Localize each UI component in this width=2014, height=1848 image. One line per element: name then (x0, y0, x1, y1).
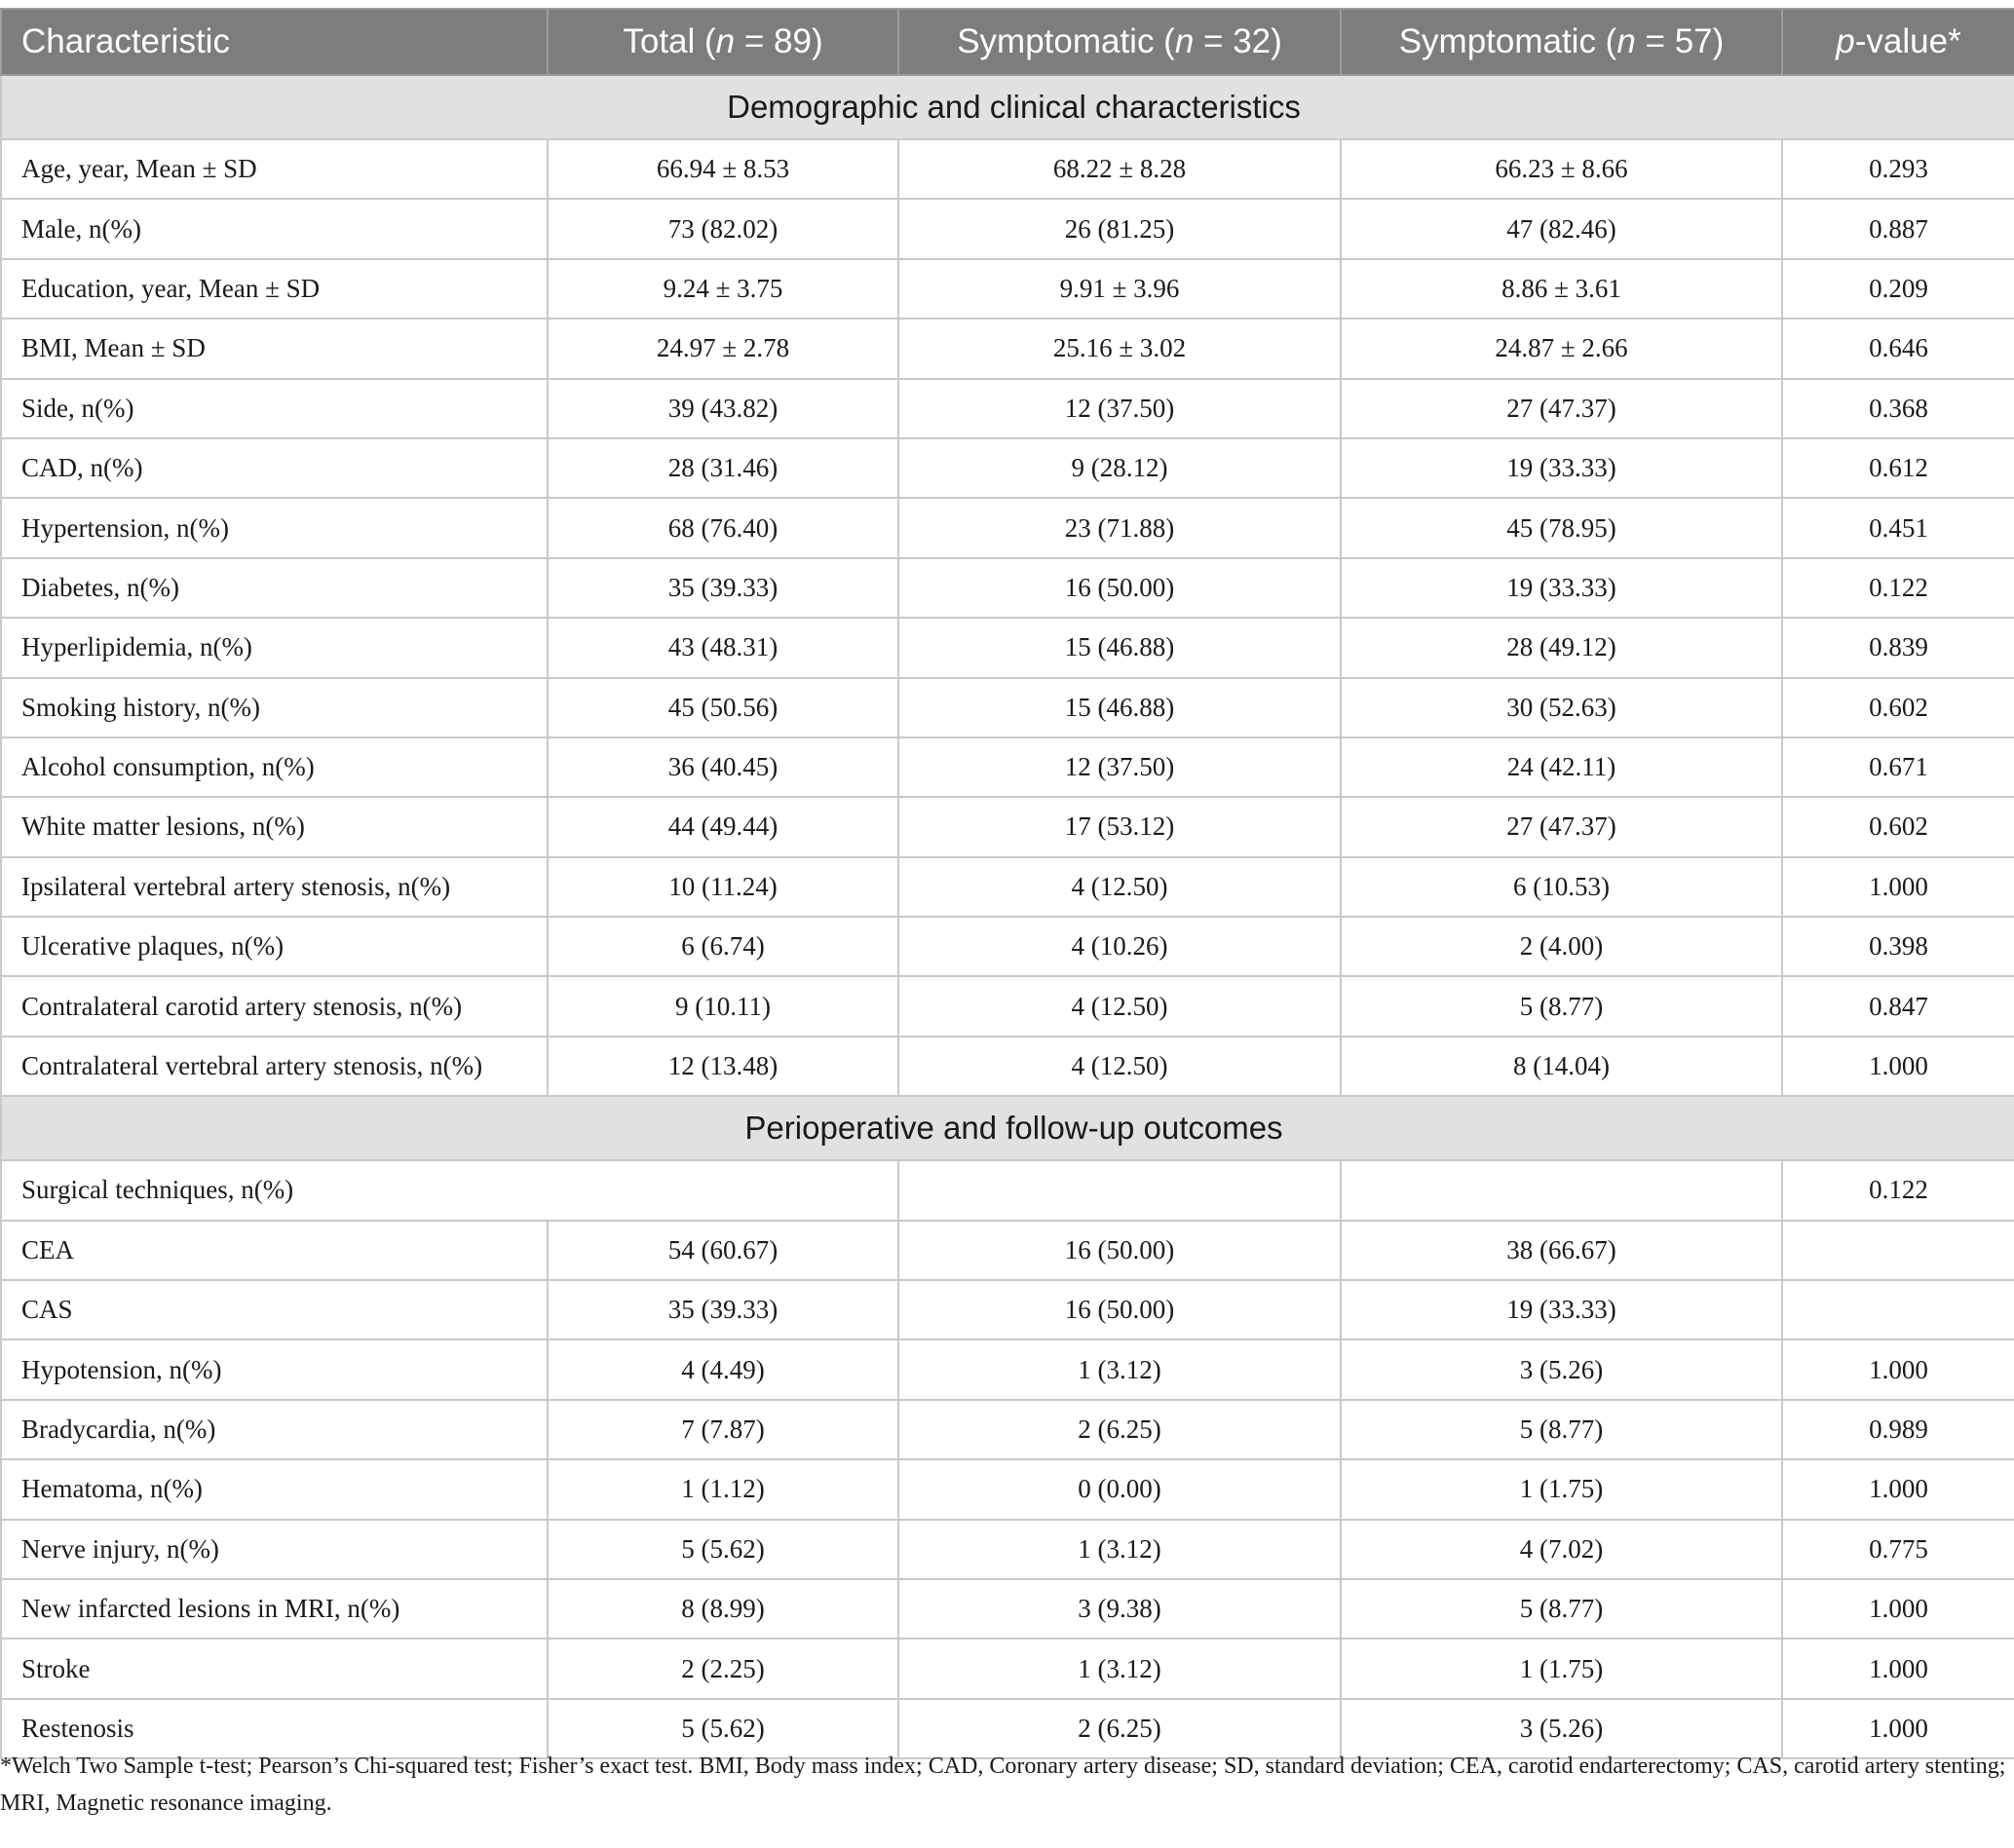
table-row (1, 1579, 2014, 1639)
label-cell: Alcohol consumption, n(%) (1, 737, 548, 797)
header-symptomatic-57 (1341, 9, 1782, 75)
symptomatic-32-cell: 26 (81.25) (898, 199, 1341, 258)
symptomatic-32-cell: 16 (50.00) (898, 1221, 1341, 1280)
p-value-cell: 1.000 (1782, 857, 2014, 917)
total-cell: 24.97 ± 2.78 (548, 319, 898, 378)
total-cell: 6 (6.74) (548, 917, 898, 976)
symptomatic-32-cell: 1 (3.12) (898, 1520, 1341, 1579)
header-sym57-suffix: = 57) (1635, 22, 1725, 60)
p-value-cell: 0.646 (1782, 319, 2014, 378)
header-total (548, 9, 898, 75)
total-cell: 54 (60.67) (548, 1221, 898, 1280)
symptomatic-57-cell: 28 (49.12) (1341, 618, 1782, 677)
symptomatic-57-cell: 19 (33.33) (1341, 438, 1782, 498)
p-value-cell: 0.612 (1782, 438, 2014, 498)
symptomatic-32-cell: 25.16 ± 3.02 (898, 319, 1341, 378)
total-cell: 4 (4.49) (548, 1339, 898, 1399)
symptomatic-57-cell: 45 (78.95) (1341, 498, 1782, 557)
total-cell: 1 (1.12) (548, 1459, 898, 1519)
table-row (1, 1221, 2014, 1280)
label-cell: Hyperlipidemia, n(%) (1, 618, 548, 677)
symptomatic-57-cell: 8.86 ± 3.61 (1341, 259, 1782, 319)
label-cell: CAD, n(%) (1, 438, 548, 498)
total-cell: 73 (82.02) (548, 199, 898, 258)
symptomatic-57-cell: 6 (10.53) (1341, 857, 1782, 917)
table-header-row (1, 9, 2014, 75)
total-cell: 9 (10.11) (548, 976, 898, 1036)
symptomatic-57-cell: 5 (8.77) (1341, 976, 1782, 1036)
symptomatic-57-cell: 5 (8.77) (1341, 1400, 1782, 1459)
label-cell: Ipsilateral vertebral artery stenosis, n(%) (1, 857, 548, 917)
total-cell: 5 (5.62) (548, 1699, 898, 1758)
total-cell: 44 (49.44) (548, 797, 898, 856)
header-p-rest: -value* (1854, 22, 1961, 60)
symptomatic-57-cell: 4 (7.02) (1341, 1520, 1782, 1579)
label-cell: Age, year, Mean ± SD (1, 139, 548, 199)
total-cell: 12 (13.48) (548, 1037, 898, 1096)
label-cell: White matter lesions, n(%) (1, 797, 548, 856)
symptomatic-32-cell: 1 (3.12) (898, 1339, 1341, 1399)
symptomatic-57-cell: 47 (82.46) (1341, 199, 1782, 258)
symptomatic-57-cell: 27 (47.37) (1341, 379, 1782, 438)
symptomatic-57-cell: 5 (8.77) (1341, 1579, 1782, 1639)
label-cell: Nerve injury, n(%) (1, 1520, 548, 1579)
table-row (1, 1400, 2014, 1459)
label-cell: Side, n(%) (1, 379, 548, 438)
symptomatic-32-cell: 3 (9.38) (898, 1579, 1341, 1639)
p-value-cell: 0.602 (1782, 797, 2014, 856)
label-cell: Surgical techniques, n(%) (1, 1160, 898, 1220)
p-value-cell: 0.887 (1782, 199, 2014, 258)
table-row (1, 438, 2014, 498)
p-value-cell: 1.000 (1782, 1037, 2014, 1096)
symptomatic-57-cell: 1 (1.75) (1341, 1639, 1782, 1698)
table-row (1, 558, 2014, 618)
symptomatic-32-cell: 4 (12.50) (898, 976, 1341, 1036)
total-cell: 45 (50.56) (548, 678, 898, 737)
header-sym57-prefix: Symptomatic ( (1398, 22, 1617, 60)
symptomatic-32-cell: 16 (50.00) (898, 1280, 1341, 1339)
table-footnote: *Welch Two Sample t-test; Pearson’s Chi-squared test; Fisher’s exact test. BMI, Body mass index; CAD, Coronary artery disease; SD, standard deviation; CEA, carotid endarterectomy; CAS, carotid artery stenting; MRI, Magnetic resonance imaging. (0, 1754, 2006, 1816)
symptomatic-32-cell: 0 (0.00) (898, 1459, 1341, 1519)
label-cell: Hypotension, n(%) (1, 1339, 548, 1399)
symptomatic-57-cell: 1 (1.75) (1341, 1459, 1782, 1519)
p-value-cell: 0.671 (1782, 737, 2014, 797)
section-title-demographic: Demographic and clinical characteristics (1, 75, 2014, 139)
table-row (1, 379, 2014, 438)
label-cell: Hypertension, n(%) (1, 498, 548, 557)
symptomatic-57-cell: 30 (52.63) (1341, 678, 1782, 737)
label-cell: Smoking history, n(%) (1, 678, 548, 737)
header-sym32-suffix: = 32) (1194, 22, 1282, 60)
table-row (1, 1037, 2014, 1096)
symptomatic-32-cell: 4 (12.50) (898, 1037, 1341, 1096)
symptomatic-32-cell: 2 (6.25) (898, 1699, 1341, 1758)
symptomatic-32-cell (898, 1160, 1341, 1220)
label-cell: New infarcted lesions in MRI, n(%) (1, 1579, 548, 1639)
symptomatic-57-cell: 19 (33.33) (1341, 558, 1782, 618)
symptomatic-32-cell: 9.91 ± 3.96 (898, 259, 1341, 319)
label-cell: CAS (1, 1280, 548, 1339)
symptomatic-57-cell: 24.87 ± 2.66 (1341, 319, 1782, 378)
symptomatic-32-cell: 12 (37.50) (898, 737, 1341, 797)
table-row (1, 917, 2014, 976)
total-cell: 35 (39.33) (548, 1280, 898, 1339)
label-cell: Ulcerative plaques, n(%) (1, 917, 548, 976)
symptomatic-32-cell: 4 (10.26) (898, 917, 1341, 976)
total-cell: 10 (11.24) (548, 857, 898, 917)
total-cell: 2 (2.25) (548, 1639, 898, 1698)
label-cell: Education, year, Mean ± SD (1, 259, 548, 319)
header-total-suffix: = 89) (735, 22, 823, 60)
p-value-cell: 1.000 (1782, 1459, 2014, 1519)
table-row (1, 498, 2014, 557)
symptomatic-57-cell: 3 (5.26) (1341, 1699, 1782, 1758)
p-value-cell: 0.775 (1782, 1520, 2014, 1579)
p-value-cell: 0.989 (1782, 1400, 2014, 1459)
p-value-cell: 0.602 (1782, 678, 2014, 737)
table-row (1, 1339, 2014, 1399)
table-row (1, 678, 2014, 737)
label-cell: Diabetes, n(%) (1, 558, 548, 618)
symptomatic-32-cell: 4 (12.50) (898, 857, 1341, 917)
label-cell: Restenosis (1, 1699, 548, 1758)
symptomatic-32-cell: 15 (46.88) (898, 678, 1341, 737)
total-cell: 39 (43.82) (548, 379, 898, 438)
p-value-cell: 0.122 (1782, 1160, 2014, 1220)
symptomatic-57-cell: 24 (42.11) (1341, 737, 1782, 797)
p-value-cell: 1.000 (1782, 1699, 2014, 1758)
table-row (1, 976, 2014, 1036)
p-value-cell: 0.451 (1782, 498, 2014, 557)
table-row (1, 139, 2014, 199)
symptomatic-57-cell (1341, 1160, 1782, 1220)
symptomatic-32-cell: 16 (50.00) (898, 558, 1341, 618)
symptomatic-57-cell: 27 (47.37) (1341, 797, 1782, 856)
label-cell: Contralateral vertebral artery stenosis, n(%) (1, 1037, 548, 1096)
p-value-cell: 1.000 (1782, 1339, 2014, 1399)
p-value-cell: 0.839 (1782, 618, 2014, 677)
label-cell: BMI, Mean ± SD (1, 319, 548, 378)
table-row (1, 737, 2014, 797)
total-cell: 5 (5.62) (548, 1520, 898, 1579)
total-cell: 43 (48.31) (548, 618, 898, 677)
p-value-cell: 0.122 (1782, 558, 2014, 618)
table-row (1, 1160, 2014, 1220)
characteristics-table (0, 8, 2014, 1759)
total-cell: 7 (7.87) (548, 1400, 898, 1459)
section-row-periop (1, 1096, 2014, 1160)
p-value-cell: 0.847 (1782, 976, 2014, 1036)
symptomatic-32-cell: 17 (53.12) (898, 797, 1341, 856)
table-row (1, 199, 2014, 258)
symptomatic-57-cell: 2 (4.00) (1341, 917, 1782, 976)
p-value-cell: 0.398 (1782, 917, 2014, 976)
symptomatic-32-cell: 1 (3.12) (898, 1639, 1341, 1698)
table-row (1, 1639, 2014, 1698)
header-symptomatic-32 (898, 9, 1341, 75)
label-cell: Male, n(%) (1, 199, 548, 258)
p-value-cell: 1.000 (1782, 1639, 2014, 1698)
symptomatic-32-cell: 15 (46.88) (898, 618, 1341, 677)
symptomatic-57-cell: 8 (14.04) (1341, 1037, 1782, 1096)
p-value-cell: 0.209 (1782, 259, 2014, 319)
total-cell: 28 (31.46) (548, 438, 898, 498)
symptomatic-32-cell: 68.22 ± 8.28 (898, 139, 1341, 199)
total-cell: 66.94 ± 8.53 (548, 139, 898, 199)
header-total-prefix: Total ( (623, 22, 716, 60)
symptomatic-32-cell: 2 (6.25) (898, 1400, 1341, 1459)
header-sym32-n: n (1174, 22, 1195, 60)
header-total-n: n (715, 22, 736, 60)
header-p-italic: p (1836, 22, 1855, 60)
p-value-cell: 1.000 (1782, 1579, 2014, 1639)
header-sym32-prefix: Symptomatic ( (957, 22, 1175, 60)
p-value-cell (1782, 1221, 2014, 1280)
header-characteristic: Characteristic (1, 9, 548, 75)
header-p-value (1782, 9, 2014, 75)
table-row (1, 1459, 2014, 1519)
table-row (1, 319, 2014, 378)
total-cell: 8 (8.99) (548, 1579, 898, 1639)
table-row (1, 259, 2014, 319)
label-cell: CEA (1, 1221, 548, 1280)
total-cell: 68 (76.40) (548, 498, 898, 557)
table-row (1, 857, 2014, 917)
symptomatic-32-cell: 12 (37.50) (898, 379, 1341, 438)
table-row (1, 797, 2014, 856)
total-cell: 35 (39.33) (548, 558, 898, 618)
label-cell: Hematoma, n(%) (1, 1459, 548, 1519)
symptomatic-57-cell: 38 (66.67) (1341, 1221, 1782, 1280)
label-cell: Stroke (1, 1639, 548, 1698)
table-row (1, 1280, 2014, 1339)
symptomatic-32-cell: 23 (71.88) (898, 498, 1341, 557)
symptomatic-57-cell: 3 (5.26) (1341, 1339, 1782, 1399)
symptomatic-57-cell: 66.23 ± 8.66 (1341, 139, 1782, 199)
p-value-cell: 0.368 (1782, 379, 2014, 438)
total-cell: 36 (40.45) (548, 737, 898, 797)
header-sym57-n: n (1616, 22, 1636, 60)
section-title-periop: Perioperative and follow-up outcomes (1, 1096, 2014, 1160)
p-value-cell (1782, 1280, 2014, 1339)
label-cell: Contralateral carotid artery stenosis, n(%) (1, 976, 548, 1036)
label-cell: Bradycardia, n(%) (1, 1400, 548, 1459)
p-value-cell: 0.293 (1782, 139, 2014, 199)
section-row-demographic (1, 75, 2014, 139)
symptomatic-32-cell: 9 (28.12) (898, 438, 1341, 498)
table-row (1, 618, 2014, 677)
table-row (1, 1520, 2014, 1579)
symptomatic-57-cell: 19 (33.33) (1341, 1280, 1782, 1339)
total-cell: 9.24 ± 3.75 (548, 259, 898, 319)
